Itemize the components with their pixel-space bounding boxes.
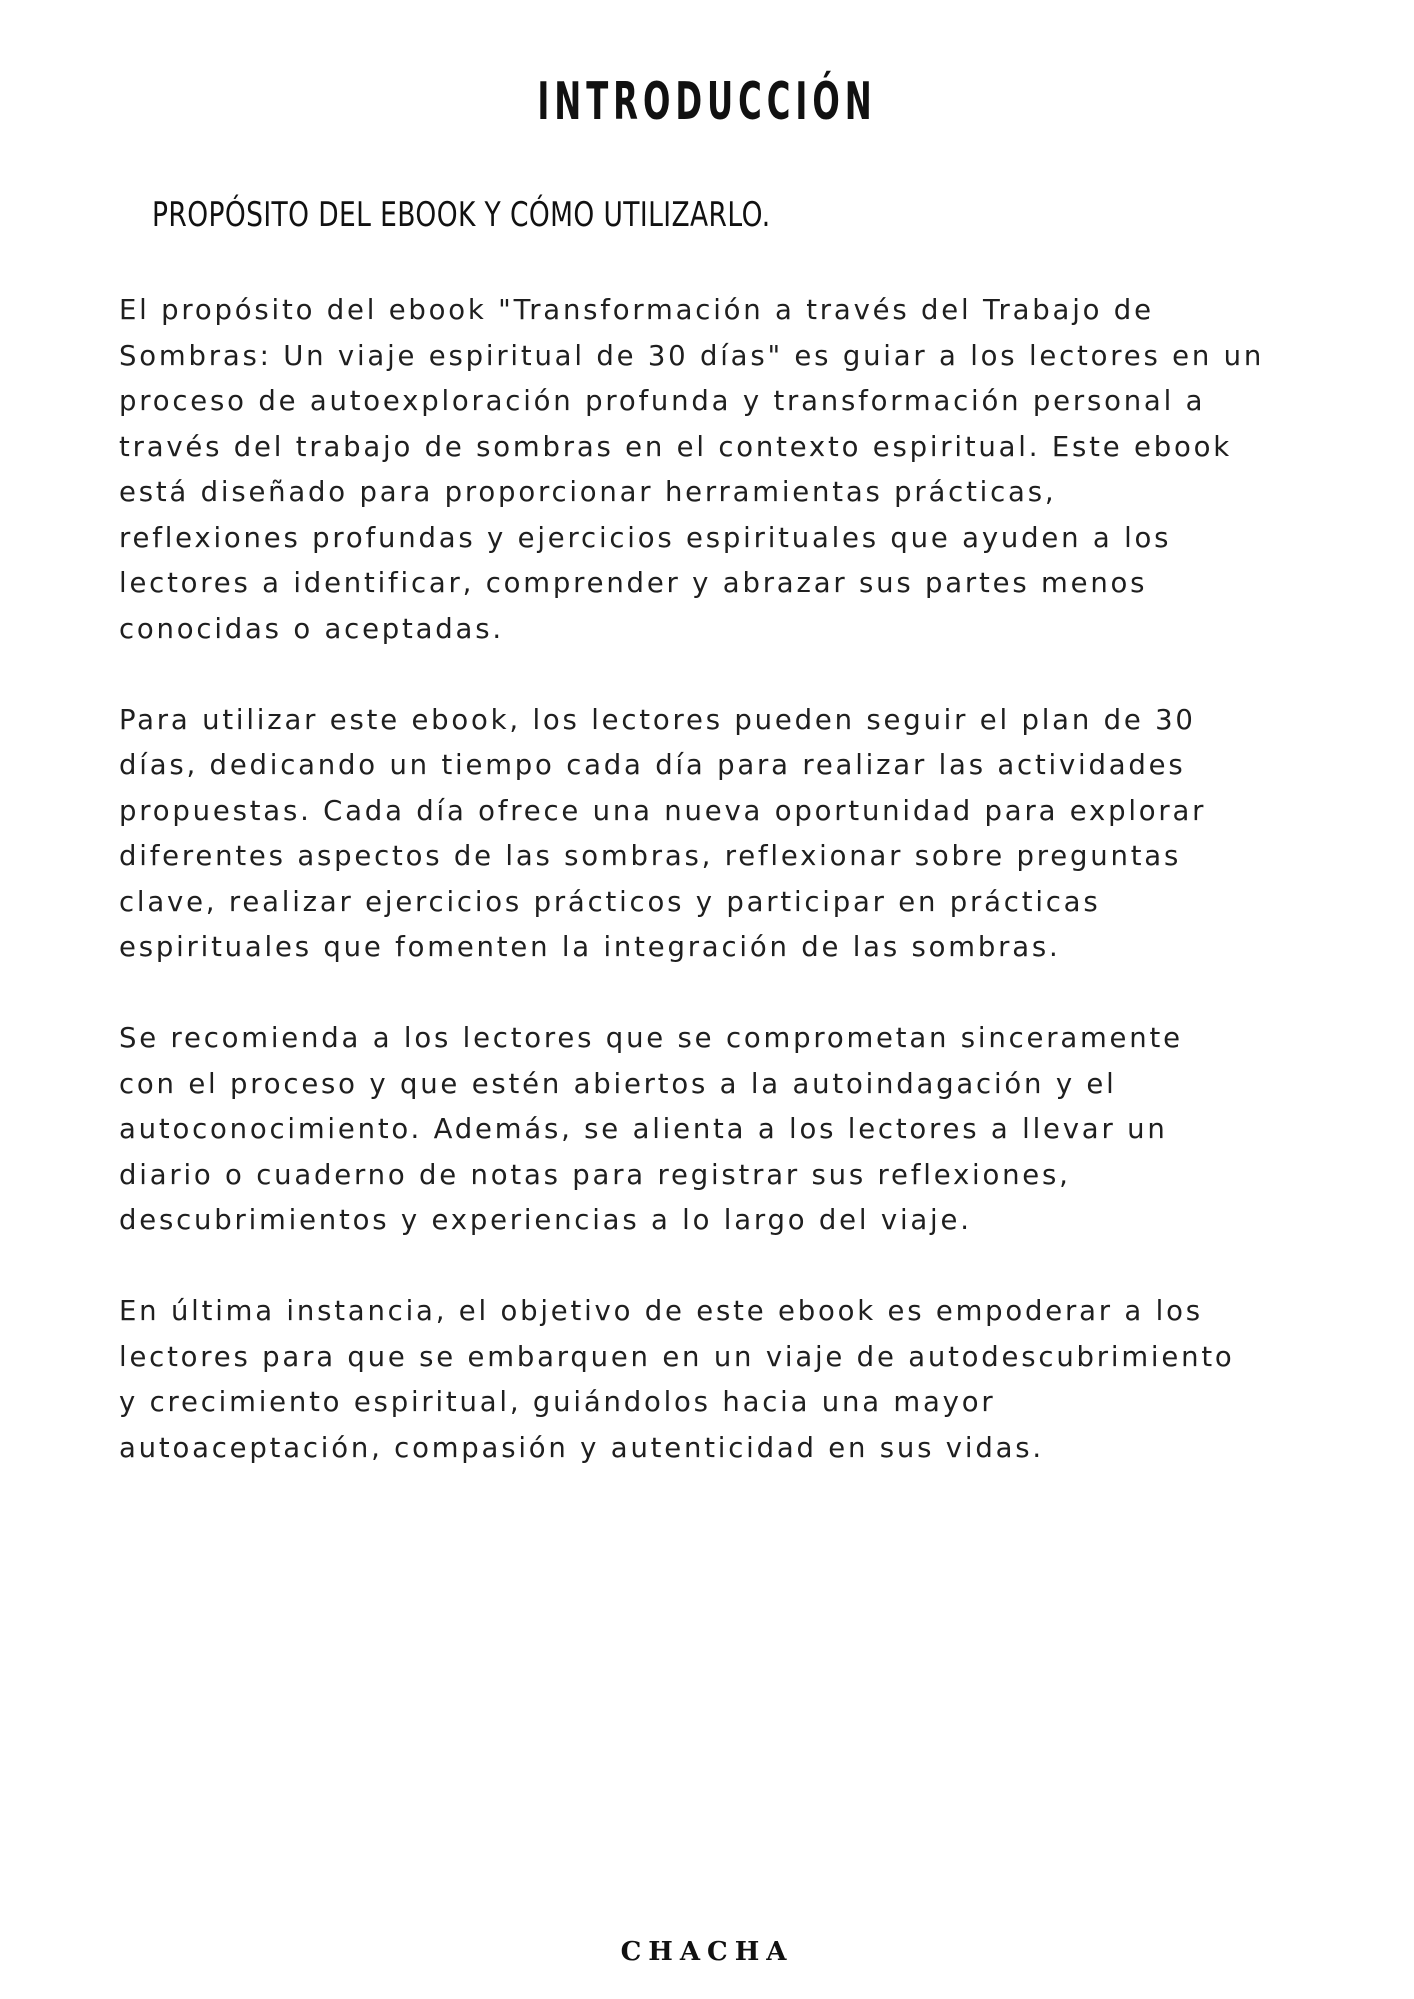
paragraph-usage: Para utilizar este ebook, los lectores pueden seguir el plan de 30 días, dedicando un tiempo cada día para realizar las actividades propuestas. Cada día ofrece una nueva oportunidad para explorar diferentes aspectos de las sombras, reflexionar sobre preguntas clave, realizar ejercicios prácticos y participar en prácticas espirituales que fomenten la integración de las sombras.: [119, 703, 1207, 963]
section-subtitle: PROPÓSITO DEL EBOOK Y CÓMO UTILIZARLO.: [152, 195, 771, 235]
page-title: INTRODUCCIÓN: [537, 72, 877, 132]
paragraph-conclusion: En última instancia, el objetivo de este ebook es empoderar a los lectores para que se embarquen en un viaje de autodescubrimiento y crecimiento espiritual, guiándolos hacia una mayor autoaceptación, compasión y autenticidad en sus vidas.: [119, 1295, 1235, 1464]
paragraph-recommendation: Se recomienda a los lectores que se comprometan sinceramente con el proceso y que estén abiertos a la autoindagación y el autoconocimiento. Además, se alienta a los lectores a llevar un diario o cuaderno de notas para registrar sus reflexiones, descubrimientos y experiencias a lo largo del viaje.: [119, 1022, 1183, 1236]
paragraph-purpose: El propósito del ebook "Transformación a través del Trabajo de Sombras: Un viaje espiritual de 30 días" es guiar a los lectores en un proceso de autoexploración profunda y transformación personal a través del trabajo de sombras en el contexto espiritual. Este ebook está diseñado para proporcionar herramientas prácticas, reflexiones profundas y ejercicios espirituales que ayuden a los lectores a identificar, comprender y abrazar sus partes menos conocidas o aceptadas.: [119, 294, 1265, 645]
body-text: [119, 288, 1319, 1517]
footer-signature: CHACHA: [620, 1937, 794, 1967]
